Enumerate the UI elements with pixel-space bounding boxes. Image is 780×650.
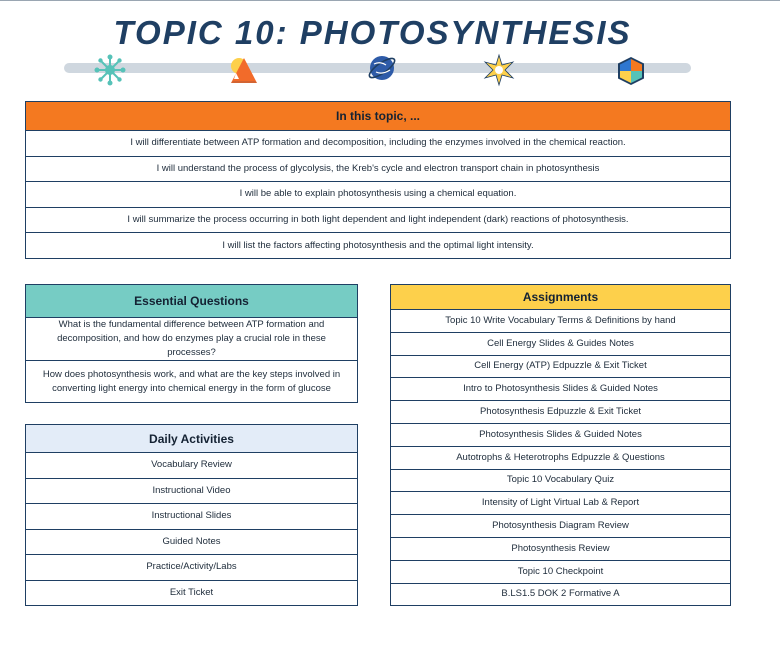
colorful-hexagon-icon [616, 56, 646, 86]
assignment-row: Topic 10 Checkpoint [391, 560, 731, 583]
objective-row: I will differentiate between ATP formation and decomposition, including the enzymes involved in the chemical reaction. [26, 131, 731, 157]
essential-question-row: How does photosynthesis work, and what are the key steps involved in converting light energy into chemical energy in the form of glucose [26, 361, 358, 403]
daily-activities-heading: Daily Activities [26, 425, 358, 453]
daily-activity-row: Guided Notes [26, 529, 358, 555]
objective-row: I will summarize the process occurring in both light dependent and light independent (dark) reactions of photosynthesis. [26, 207, 731, 233]
planet-icon [366, 52, 398, 84]
essential-questions-heading: Essential Questions [26, 285, 358, 318]
daily-activity-row: Instructional Slides [26, 504, 358, 530]
assignment-row: Cell Energy (ATP) Edpuzzle & Exit Ticket [391, 355, 731, 378]
in-this-topic-heading: In this topic, ... [26, 102, 731, 131]
assignment-row: Photosynthesis Slides & Guided Notes [391, 423, 731, 446]
daily-activity-row: Instructional Video [26, 478, 358, 504]
assignment-row: Photosynthesis Review [391, 537, 731, 560]
assignments-heading: Assignments [391, 285, 731, 310]
assignment-row: Topic 10 Write Vocabulary Terms & Definitions by hand [391, 310, 731, 333]
essential-questions-table [25, 284, 358, 403]
assignment-row: Photosynthesis Diagram Review [391, 515, 731, 538]
assignments-table [390, 284, 731, 606]
assignment-row: B.LS1.5 DOK 2 Formative A [391, 583, 731, 606]
assignment-row: Intensity of Light Virtual Lab & Report [391, 492, 731, 515]
daily-activity-row: Practice/Activity/Labs [26, 555, 358, 581]
assignment-row: Topic 10 Vocabulary Quiz [391, 469, 731, 492]
top-border-line [0, 0, 780, 1]
star-burst-icon [482, 53, 516, 87]
page-title: TOPIC 10: PHOTOSYNTHESIS [113, 14, 632, 51]
objective-row: I will be able to explain photosynthesis using a chemical equation. [26, 182, 731, 208]
in-this-topic-table [25, 101, 731, 259]
daily-activity-row: Exit Ticket [26, 580, 358, 606]
assignment-row: Intro to Photosynthesis Slides & Guided Notes [391, 378, 731, 401]
essential-question-row: What is the fundamental difference between ATP formation and decomposition, and how do enzymes play a crucial role in these processes? [26, 318, 358, 361]
assignment-row: Autotrophs & Heterotrophs Edpuzzle & Questions [391, 446, 731, 469]
assignment-row: Photosynthesis Edpuzzle & Exit Ticket [391, 401, 731, 424]
assignment-row: Cell Energy Slides & Guides Notes [391, 332, 731, 355]
daily-activities-table [25, 424, 358, 606]
sun-triangle-icon [228, 54, 260, 86]
snowflake-dots-icon [94, 54, 126, 86]
objective-row: I will understand the process of glycolysis, the Kreb's cycle and electron transport chain in photosynthesis [26, 156, 731, 182]
daily-activity-row: Vocabulary Review [26, 453, 358, 479]
objective-row: I will list the factors affecting photosynthesis and the optimal light intensity. [26, 233, 731, 259]
